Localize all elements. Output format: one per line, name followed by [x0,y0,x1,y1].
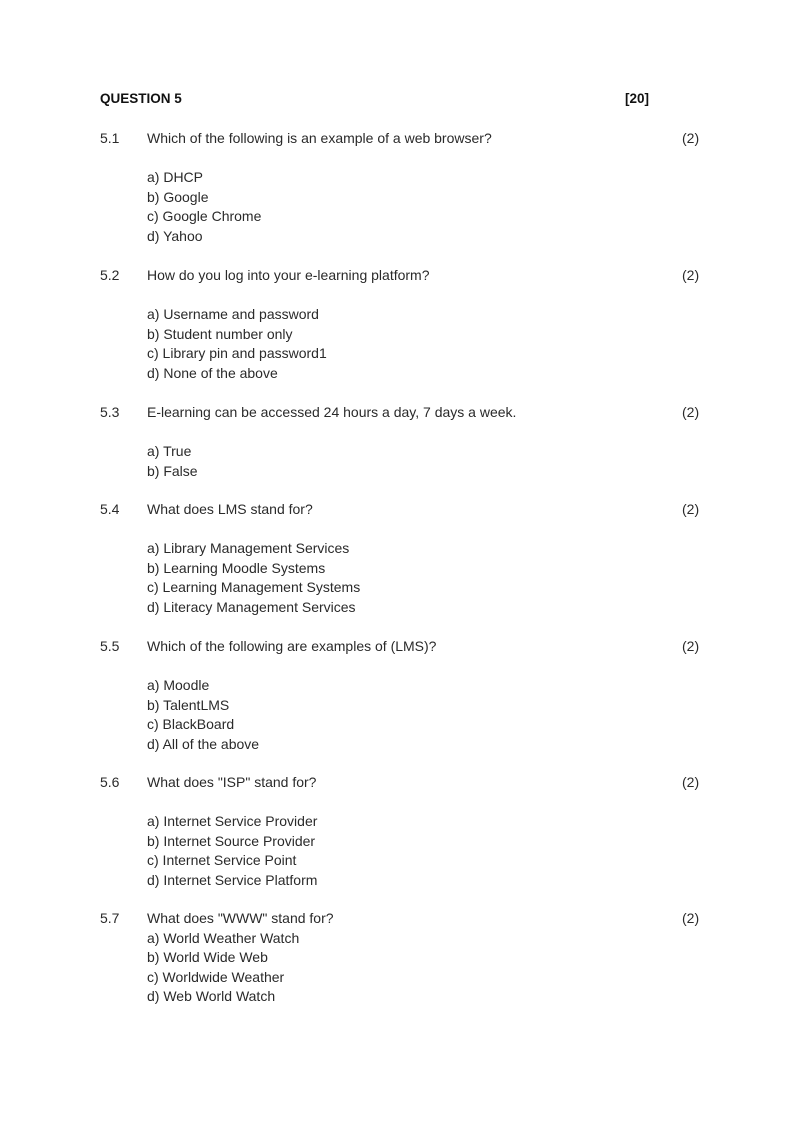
option-item: c) Internet Service Point [147,852,297,869]
question-text: E-learning can be accessed 24 hours a day, 7 days a week. [147,404,517,420]
question-text: Which of the following is an example of a web browser? [147,130,492,146]
option-item: a) Username and password [147,306,319,322]
option-item: c) Worldwide Weather [147,968,285,985]
question-number: 5.1 [100,130,120,146]
question-number: 5.4 [100,501,120,517]
option-item: c) BlackBoard [147,716,235,733]
option-item: a) Moodle [147,677,210,693]
option-list [147,442,198,481]
option-item: c) Library pin and password1 [147,345,327,362]
question-number: 5.5 [100,638,120,654]
question-text: Which of the following are examples of (LMS)? [147,638,437,654]
question-number: 5.7 [100,910,120,926]
question-marks: (2) [682,404,700,420]
option-item: b) TalentLMS [147,696,230,713]
option-item: a) Internet Service Provider [147,813,318,829]
option-item: d) Internet Service Platform [147,871,318,888]
question-number: 5.3 [100,404,120,420]
option-item: c) Learning Management Systems [147,579,361,596]
option-item: b) World Wide Web [147,949,268,966]
question-text: What does "WWW" stand for? [147,910,334,926]
question-text: What does LMS stand for? [147,501,313,517]
question-text: What does "ISP" stand for? [147,774,317,790]
option-item: b) Student number only [147,325,293,342]
option-item: a) DHCP [147,169,204,185]
option-list [147,539,360,617]
question-total-marks: [20] [625,91,650,106]
option-item: d) Yahoo [147,227,203,244]
option-item: d) All of the above [147,735,260,752]
option-list [147,305,327,383]
question-marks: (2) [682,501,700,517]
option-item: b) Internet Source Provider [147,832,316,849]
option-item: d) Literacy Management Services [147,598,356,615]
option-item: b) Learning Moodle Systems [147,559,326,576]
question-title: QUESTION 5 [100,91,182,106]
option-item: b) Google [147,188,209,205]
option-item: c) Google Chrome [147,208,262,225]
option-list [147,676,259,754]
option-list [147,168,261,246]
option-list [147,929,299,1007]
question-text: How do you log into your e-learning platform? [147,267,430,283]
option-list [147,812,317,890]
question-marks: (2) [682,130,700,146]
option-item: d) Web World Watch [147,988,276,1005]
question-marks: (2) [682,910,700,926]
question-number: 5.2 [100,267,120,283]
option-item: b) False [147,462,198,479]
option-item: a) World Weather Watch [147,929,300,946]
option-item: a) True [147,443,192,459]
question-marks: (2) [682,267,700,283]
option-item: a) Library Management Services [147,540,350,556]
option-item: d) None of the above [147,364,278,381]
question-marks: (2) [682,638,700,654]
question-marks: (2) [682,774,700,790]
question-number: 5.6 [100,774,120,790]
